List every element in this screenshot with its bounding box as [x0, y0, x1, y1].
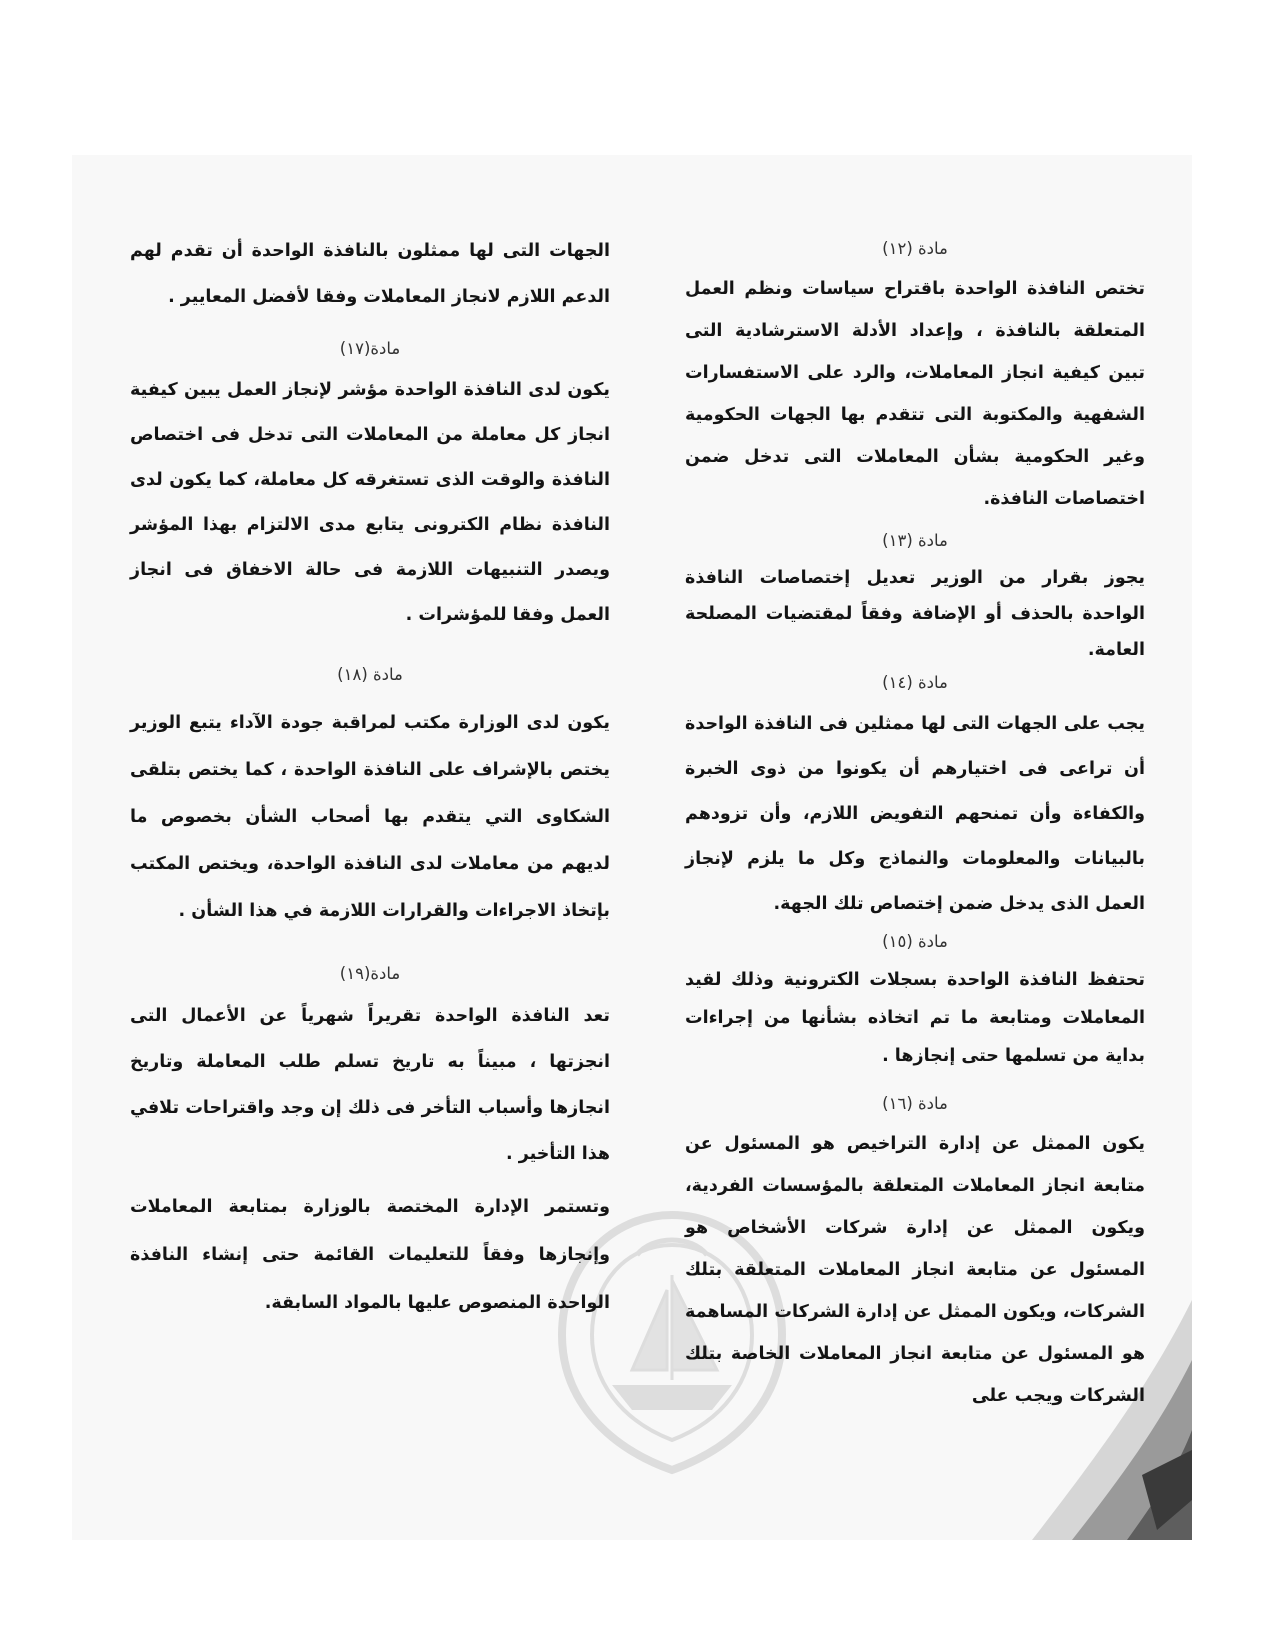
article-19-text: تعد النافذة الواحدة تقريراً شهرياً عن الأعمال التى انجزتها ، مبيناً به تاريخ تسلم طلب المعاملة وتاريخ انجازها وأسباب التأخر فى ذلك إن وجد واقتراحات تلافي هذا التأخير .: [130, 1006, 610, 1164]
article-17-text: يكون لدى النافذة الواحدة مؤشر لإنجاز العمل يبين كيفية انجاز كل معاملة من المعاملات التى تدخل فى اختصاص النافذة والوقت الذى تستغرقه كل معاملة، كما يكون لدى النافذة نظام الكترونى يتابع مدى الالتزام بهذا المؤشر ويصدر التنبيهات اللازمة فى حالة الاخفاق فى انجاز العمل وفقا للمؤشرات .: [130, 380, 610, 625]
article-18-heading: مادة (١٨): [337, 665, 403, 684]
article-19-heading: مادة(١٩): [339, 964, 401, 983]
article-16-text: يكون الممثل عن إدارة التراخيص هو المسئول عن متابعة انجاز المعاملات المتعلقة بالمؤسسات الفردية، ويكون الممثل عن إدارة شركات الأشخاص هو المسئول عن متابعة انجاز المعاملات المتعلقة بتلك الشركات، ويكون الممثل عن إدارة الشركات المساهمة هو المسئول عن متابعة انجاز المعاملات الخاصة بتلك الشركات ويجب على: [685, 1134, 1145, 1406]
article-14-heading: مادة (١٤): [882, 673, 948, 692]
right-column: [685, 228, 1145, 1417]
left-column: [130, 228, 610, 1327]
article-15-text: تحتفظ النافذة الواحدة بسجلات الكترونية وذلك لقيد المعاملات ومتابعة ما تم اتخاذه بشأنها من إجراءات بداية من تسلمها حتى إنجازها .: [685, 970, 1145, 1066]
article-17-heading: مادة(١٧): [339, 339, 401, 358]
article-14-text: يجب على الجهات التى لها ممثلين فى النافذة الواحدة أن تراعى فى اختيارهم أن يكونوا من ذوى الخبرة والكفاءة وأن تمنحهم التفويض اللازم، وأن تزودهم بالبيانات والمعلومات والنماذج وكل ما يلزم لإنجاز العمل الذى يدخل ضمن إختصاص تلك الجهة.: [685, 714, 1145, 914]
article-13-heading: مادة (١٣): [882, 531, 948, 550]
article-18-text: يكون لدى الوزارة مكتب لمراقبة جودة الآداء يتبع الوزير يختص بالإشراف على النافذة الواحدة ، كما يختص بتلقى الشكاوى التي يتقدم بها أصحاب الشأن بخصوص ما لديهم من معاملات لدى النافذة الواحدة، ويختص المكتب بإتخاذ الاجراءات والقرارات اللازمة في هذا الشأن .: [130, 713, 610, 921]
article-12-text: تختص النافذة الواحدة باقتراح سياسات ونظم العمل المتعلقة بالنافذة ، وإعداد الأدلة الاسترشادية التى تبين كيفية انجاز المعاملات، والرد على الاستفسارات الشفهية والمكتوبة التى تتقدم بها الجهات الحكومية وغير الحكومية بشأن المعاملات التى تدخل ضمن اختصاصات النافذة.: [685, 279, 1145, 509]
article-12-heading: مادة (١٢): [882, 239, 948, 258]
article-15-heading: مادة (١٥): [882, 932, 948, 951]
article-13-text: يجوز بقرار من الوزير تعديل إختصاصات النافذة الواحدة بالحذف أو الإضافة وفقاً لمقتضيات المصلحة العامة.: [685, 568, 1145, 660]
article-19-text-continued: وتستمر الإدارة المختصة بالوزارة بمتابعة المعاملات وإنجازها وفقاً للتعليمات القائمة حتى إنشاء النافذة الواحدة المنصوص عليها بالمواد السابقة.: [130, 1197, 610, 1313]
article-16-heading: مادة (١٦): [882, 1094, 948, 1113]
article-16-continuation: الجهات التى لها ممثلون بالنافذة الواحدة أن تقدم لهم الدعم اللازم لانجاز المعاملات وفقا لأفضل المعايير .: [130, 241, 610, 307]
